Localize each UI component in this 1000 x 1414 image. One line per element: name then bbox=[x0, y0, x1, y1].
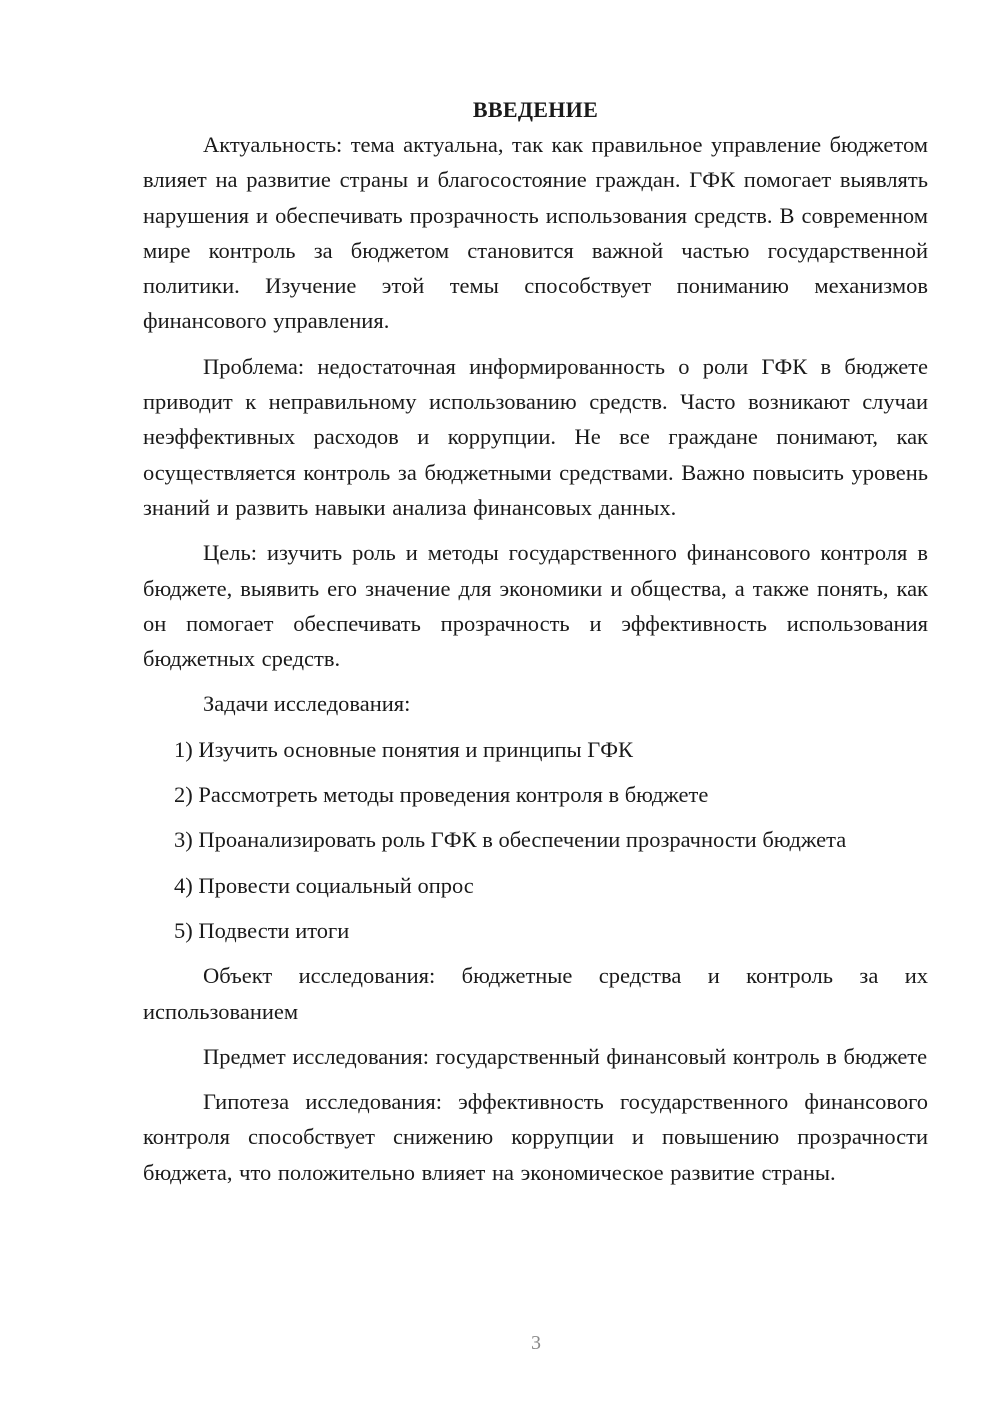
task-item: 5) Подвести итоги bbox=[174, 917, 350, 943]
paragraph-relevance: Актуальность: тема актуальна, так как правильное управление бюджетом влияет на развитие страны и благосостояние граждан. ГФК помогает выявлять нарушения и обеспечивать прозрачность использования средств. В современном мире контроль за бюджетом становится важной частью государственной политики. Изучение этой темы способствует пониманию механизмов финансового управления. bbox=[143, 132, 928, 334]
paragraph-hypothesis: Гипотеза исследования: эффективность государственного финансового контроля способствует снижению коррупции и повышению прозрачности бюджета, что положительно влияет на экономическое развитие страны. bbox=[143, 1089, 928, 1185]
paragraph-subject: Предмет исследования: государственный финансовый контроль в бюджете bbox=[203, 1043, 928, 1069]
page-number: 3 bbox=[531, 1332, 541, 1354]
task-item: 1) Изучить основные понятия и принципы ГФК bbox=[174, 736, 634, 762]
paragraph-goal: Цель: изучить роль и методы государственного финансового контроля в бюджете, выявить его значение для экономики и общества, а также понять, как он помогает обеспечивать прозрачность и эффективность использования бюджетных средств. bbox=[143, 540, 928, 672]
tasks-title: Задачи исследования: bbox=[203, 691, 411, 717]
task-item: 3) Проанализировать роль ГФК в обеспечении прозрачности бюджета bbox=[174, 827, 847, 853]
task-item: 4) Провести социальный опрос bbox=[174, 872, 474, 898]
paragraph-problem: Проблема: недостаточная информированность о роли ГФК в бюджете приводит к неправильному использованию средств. Часто возникают случаи неэффективных расходов и коррупции. Не все граждане понимают, как осуществляется контроль за бюджетными средствами. Важно повысить уровень знаний и развить навыки анализа финансовых данных. bbox=[143, 353, 928, 520]
section-heading: ВВЕДЕНИЕ bbox=[472, 97, 599, 122]
paragraph-object: Объект исследования: бюджетные средства и контроль за их использованием bbox=[143, 963, 928, 1024]
task-item: 2) Рассмотреть методы проведения контроля в бюджете bbox=[174, 782, 709, 808]
page-content bbox=[143, 92, 928, 1200]
tasks-list bbox=[143, 732, 928, 948]
